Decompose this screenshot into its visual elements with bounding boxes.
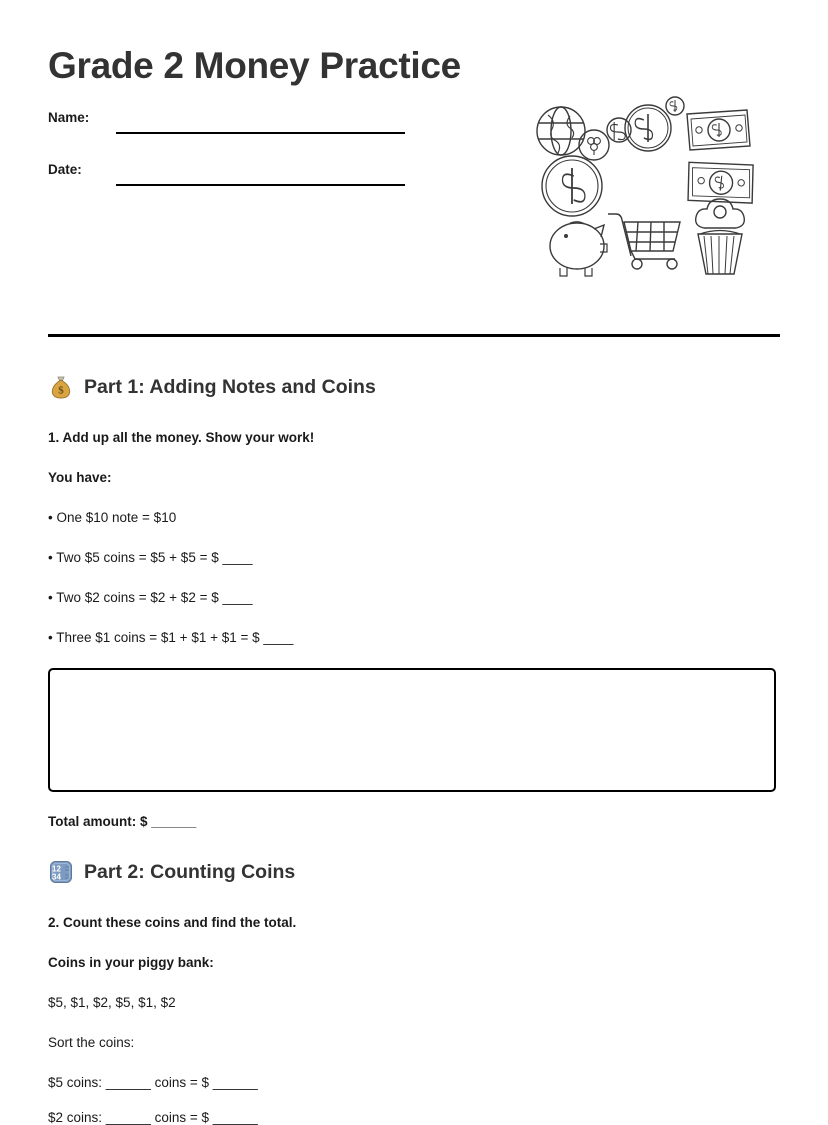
money-illustration bbox=[528, 88, 788, 288]
part1-question: 1. Add up all the money. Show your work! bbox=[48, 430, 315, 445]
banknote-top-icon bbox=[687, 110, 750, 150]
section-divider bbox=[48, 334, 780, 337]
part1-you-have-label: You have: bbox=[48, 470, 112, 485]
date-label: Date: bbox=[48, 162, 82, 177]
date-field-row bbox=[48, 162, 405, 177]
input-numbers-icon bbox=[48, 859, 74, 885]
svg-text:34: 34 bbox=[52, 872, 61, 882]
part1-total-amount: Total amount: $ ______ bbox=[48, 814, 197, 829]
coin-small-icon bbox=[579, 130, 609, 160]
svg-text:12: 12 bbox=[52, 864, 61, 874]
part1-item-1: • One $10 note = $10 bbox=[48, 510, 177, 525]
name-label: Name: bbox=[48, 110, 90, 125]
part1-item-3: • Two $2 coins = $2 + $2 = $ ____ bbox=[48, 590, 253, 605]
shopping-cart-icon bbox=[608, 214, 680, 269]
coin-tiny-dollar-icon bbox=[666, 97, 684, 115]
part2-sort-row-2: $2 coins: ______ coins = $ ______ bbox=[48, 1110, 258, 1125]
date-input-rule[interactable] bbox=[116, 184, 405, 186]
name-field-row bbox=[48, 110, 405, 125]
part2-heading-label: Part 2: Counting Coins bbox=[84, 860, 296, 883]
part1-heading-label: Part 1: Adding Notes and Coins bbox=[84, 375, 376, 398]
coin-large-dollar-icon bbox=[625, 105, 671, 151]
banknote-bottom-icon bbox=[685, 158, 756, 207]
svg-text:$: $ bbox=[58, 384, 64, 397]
part2-sort-row-1: $5 coins: ______ coins = $ ______ bbox=[48, 1075, 258, 1090]
part2-question: 2. Count these coins and find the total. bbox=[48, 915, 297, 930]
part2-sort-label: Sort the coins: bbox=[48, 1035, 135, 1050]
cupcake-icon bbox=[696, 199, 745, 274]
page-title: Grade 2 Money Practice bbox=[48, 45, 461, 86]
part2-heading bbox=[48, 859, 295, 885]
money-bag-icon bbox=[48, 374, 74, 400]
globe-icon bbox=[537, 107, 585, 155]
name-input-rule[interactable] bbox=[116, 132, 405, 134]
part1-item-4: • Three $1 coins = $1 + $1 + $1 = $ ____ bbox=[48, 630, 294, 645]
coin-large-lower-icon bbox=[542, 156, 602, 216]
part2-coins-list: $5, $1, $2, $5, $1, $2 bbox=[48, 995, 176, 1010]
show-your-work-box[interactable] bbox=[48, 668, 776, 792]
part1-item-2: • Two $5 coins = $5 + $5 = $ ____ bbox=[48, 550, 253, 565]
piggy-bank-icon bbox=[550, 222, 607, 276]
part2-piggy-label: Coins in your piggy bank: bbox=[48, 955, 214, 970]
part1-heading bbox=[48, 374, 376, 400]
